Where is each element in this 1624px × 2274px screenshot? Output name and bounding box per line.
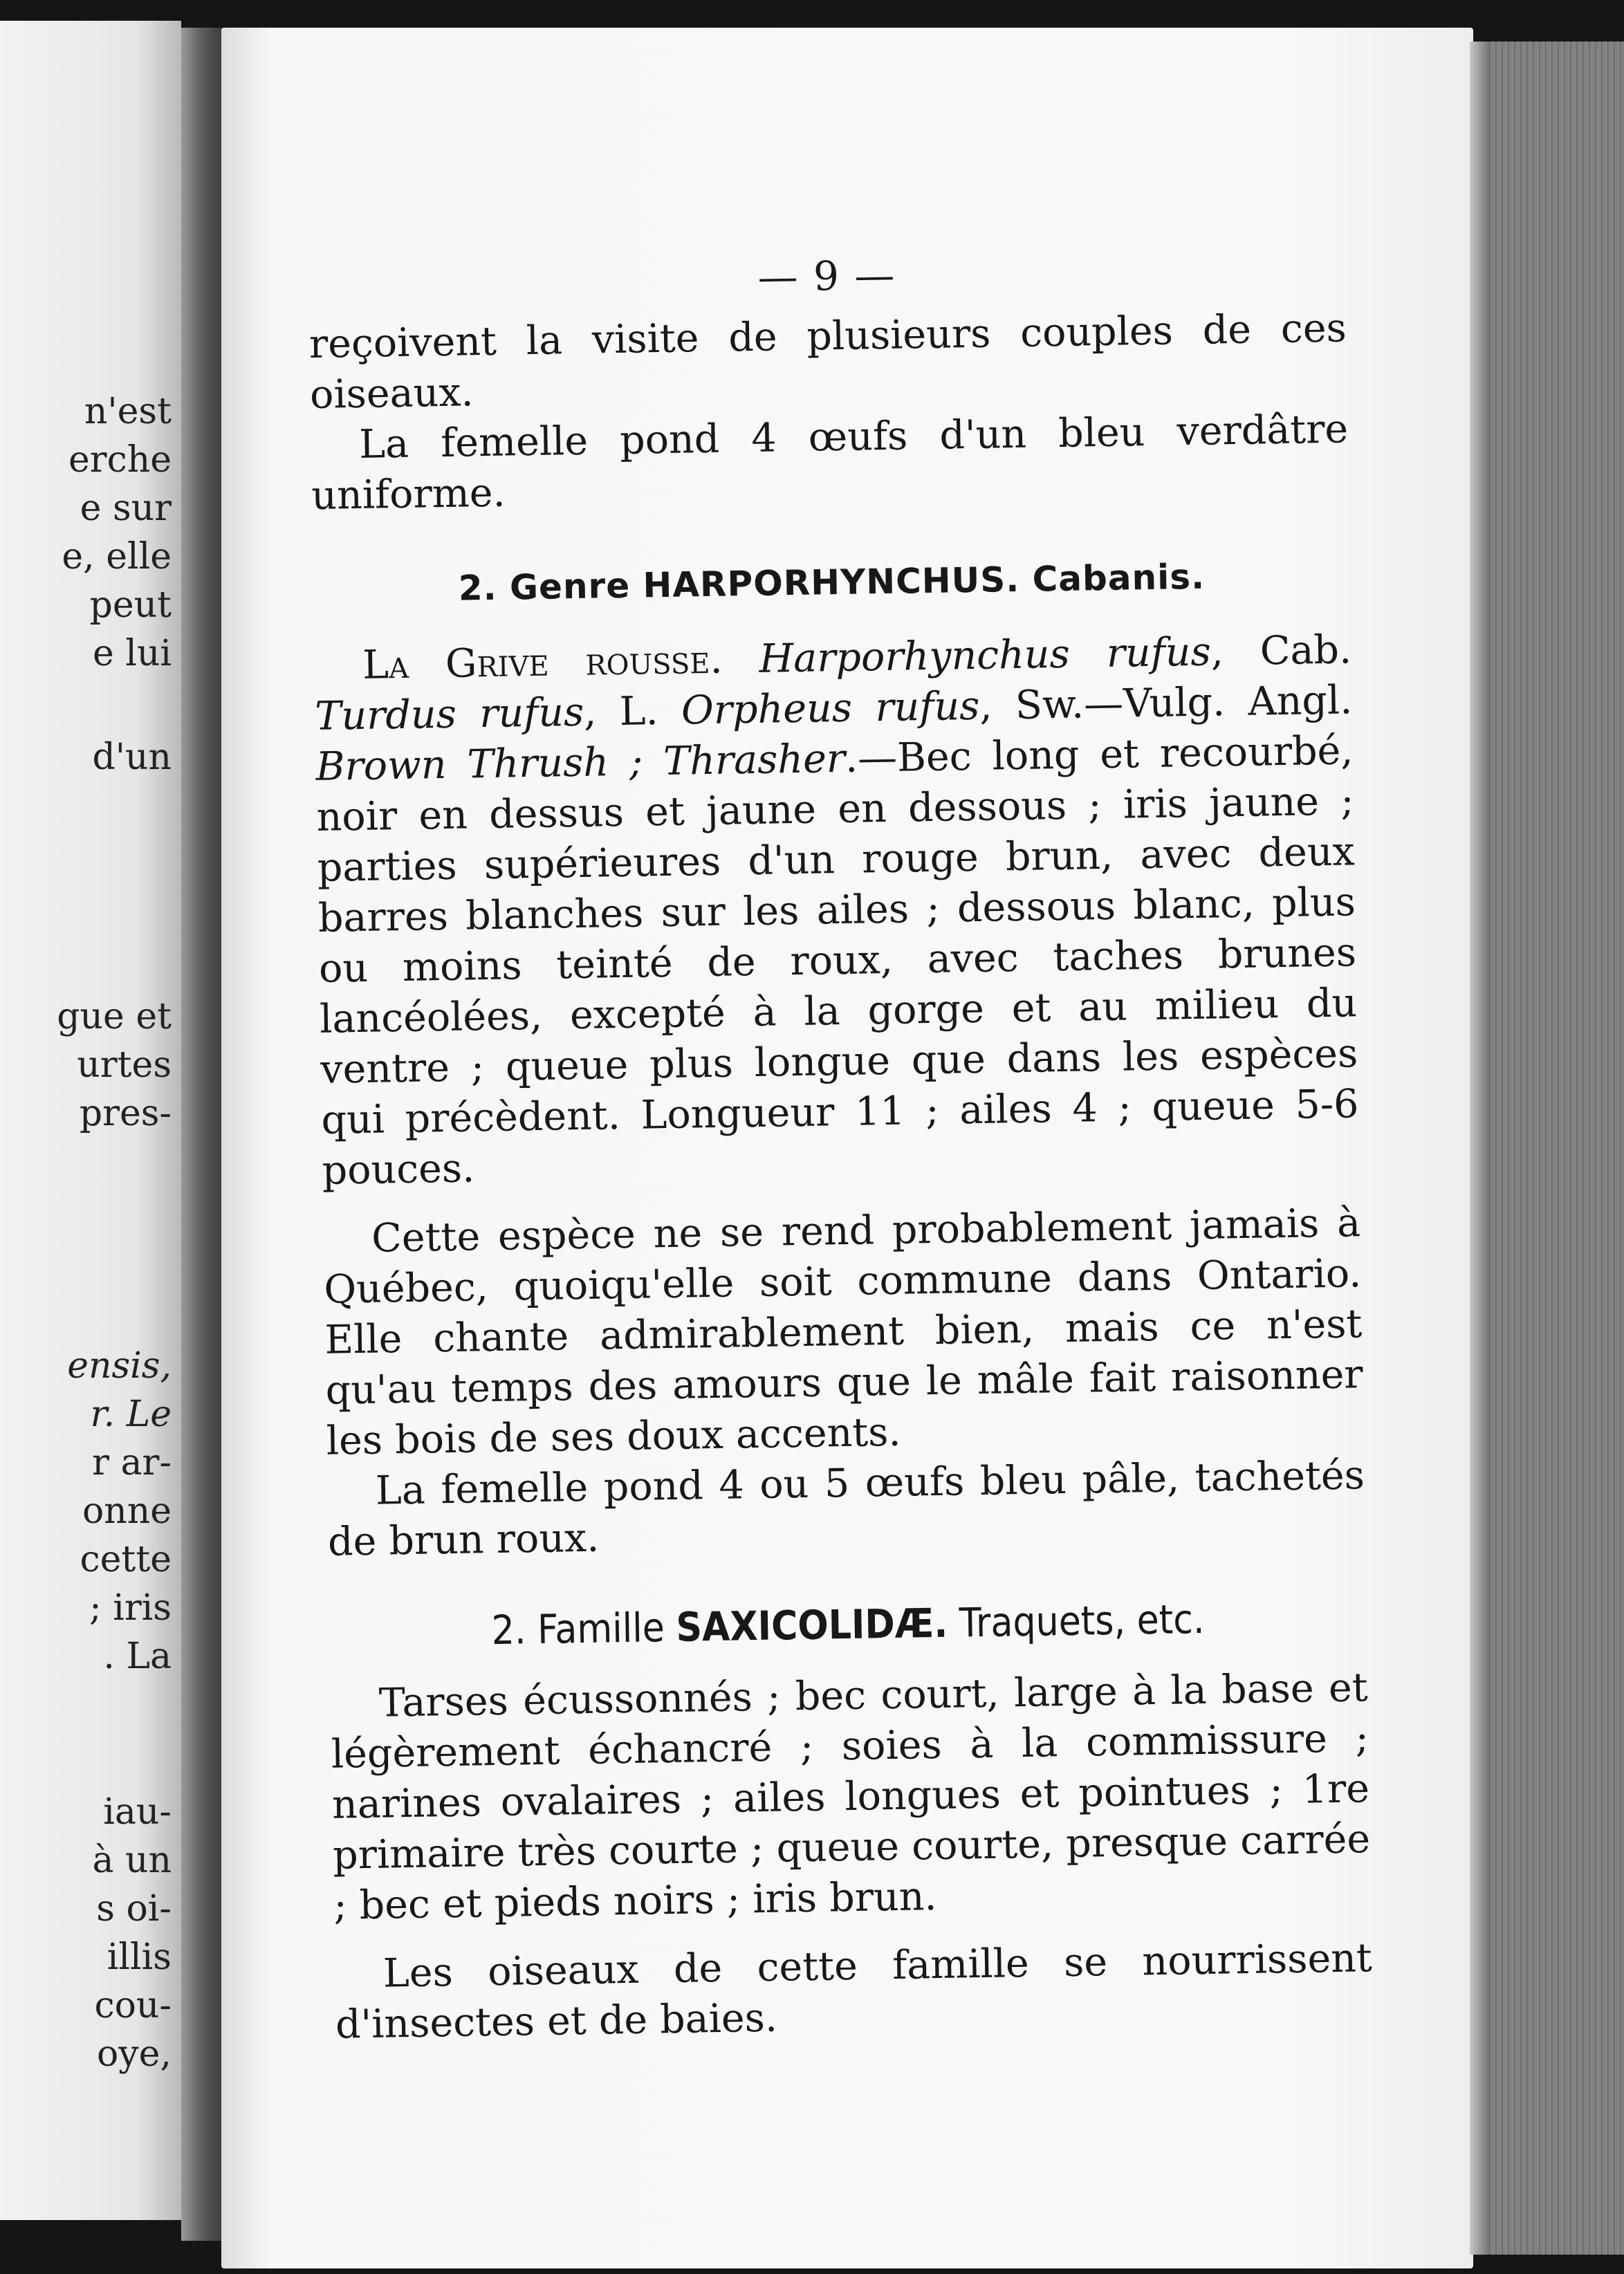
family-heading — [381, 1592, 1316, 1657]
left-page-fragment: cou- — [94, 1985, 172, 2026]
left-page — [0, 21, 181, 2220]
left-page-fragment: ; iris — [89, 1587, 172, 1629]
paragraph: Les oiseaux de cette famille se nourrissent d'insectes et de baies. — [335, 1935, 1373, 2048]
left-page-fragment: . La — [103, 1636, 172, 1677]
species-description — [314, 625, 1360, 1196]
paragraph: Tarses écussonnés ; bec court, large à la base et légèrement échancré ; soies à la commissure ; narines ovalaires ; ailes longues et pointues ; 1re primaire très courte ; queue courte, presque carrée ; bec et pieds noirs ; iris brun. — [331, 1665, 1371, 1929]
page-text-block — [308, 243, 1373, 2050]
left-page-fragment: pres- — [79, 1093, 172, 1134]
left-page-fragment: n'est — [84, 391, 172, 432]
text-run: , L. — [583, 687, 682, 735]
text-run: , Sw.—Vulg. Angl. — [979, 677, 1353, 729]
family-name: SAXICOLIDÆ. — [675, 1599, 948, 1651]
left-page-fragment: r. Le — [90, 1394, 172, 1435]
left-page-fragment: urtes — [77, 1044, 172, 1086]
scientific-name: Orpheus rufus — [681, 683, 980, 734]
page-stack-edge — [1473, 41, 1624, 2255]
english-name: Brown Thrush ; Thrasher — [315, 735, 846, 790]
scientific-name: Harporhynchus rufus — [759, 629, 1212, 682]
paragraph: reçoivent la visite de plusieurs couples de ces oiseaux. — [308, 305, 1347, 418]
left-page-fragment: peut — [89, 584, 172, 626]
genus-heading: 2. Genre HARPORHYNCHUS. Cabanis. — [458, 556, 1206, 609]
left-page-fragment: cette — [80, 1539, 172, 1580]
text-run: , Cab. — [1210, 627, 1352, 675]
left-page-fragment: gue et — [57, 996, 172, 1037]
text-run: .—Bec long et recourbé, noir en dessus et jaune en dessous ; iris jaune ; parties supérieures d'un rouge brun, avec deux barres blanches sur les ailes ; dessous blanc, plus ou moins teinté de roux, avec taches brunes lancéolées, excepté à la gorge et au milieu du ventre ; queue plus longue que dans les espèces qui précèdent. Longueur 11 ; ailes 4 ; queue 5-6 pouces. — [316, 728, 1359, 1194]
left-page-fragment: oye, — [97, 2033, 172, 2075]
left-page-fragment: illis — [107, 1936, 172, 1978]
left-page-fragment: s oi- — [96, 1888, 172, 1930]
scientific-name: Turdus rufus — [314, 689, 584, 739]
paragraph: La femelle pond 4 œufs d'un bleu verdâtre uniforme. — [311, 406, 1349, 519]
left-page-fragment: erche — [68, 439, 172, 481]
family-prefix: 2. Famille — [491, 1603, 676, 1654]
left-page-fragment: iau- — [103, 1791, 172, 1833]
page-number: — 9 — — [757, 251, 896, 301]
left-page-fragment: e lui — [92, 633, 172, 674]
paragraph: La femelle pond 4 ou 5 œufs bleu pâle, tachetés de brun roux. — [327, 1452, 1365, 1565]
left-page-fragment: e sur — [80, 488, 172, 529]
family-suffix: Traquets, etc. — [947, 1595, 1205, 1647]
left-page-fragment: e, elle — [62, 536, 172, 577]
left-page-fragment: r ar- — [92, 1442, 172, 1483]
paragraph: Cette espèce ne se rend probablement jamais à Québec, quoiqu'elle soit commune dans Ontario. Elle chante admirablement bien, mais ce n'est qu'au temps des amours que le mâle fait raisonner les bois de ses doux accents. — [323, 1200, 1364, 1464]
left-page-fragment: onne — [82, 1490, 172, 1532]
page-edge-shadow — [1470, 41, 1491, 2255]
left-page-fragment: d'un — [92, 737, 172, 778]
species-common-name: La Grive rousse. — [362, 636, 723, 688]
left-page-fragment: à un — [92, 1840, 172, 1881]
left-page-fragment: ensis, — [67, 1345, 172, 1387]
